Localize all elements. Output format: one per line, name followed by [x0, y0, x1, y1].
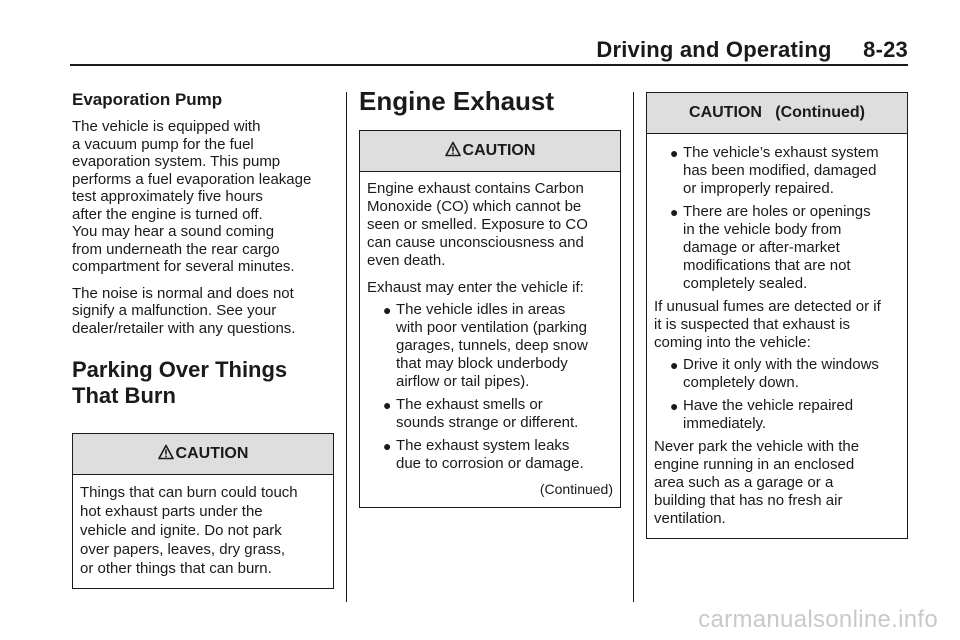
bullet-dot-icon: ● — [670, 357, 679, 373]
evaporation-pump-heading: Evaporation Pump — [72, 90, 223, 109]
engine-exhaust-heading: Engine Exhaust — [359, 86, 555, 116]
list-item: ● The vehicle’s exhaust system has been modified, damaged or improperly repaired. — [670, 144, 879, 197]
bullet-dot-icon: ● — [670, 145, 679, 161]
list-item: ● The exhaust system leaks due to corrosion or damage. — [383, 437, 584, 472]
noise-paragraph: The noise is normal and does not signify a malfunction. See your dealer/retailer with any questions. — [72, 284, 296, 337]
evaporation-pump-paragraph: The vehicle is equipped with a vacuum pump for the fuel evaporation system. This pump performs a fuel evaporation leakage test approximately five hours after the engine is turned off. You may hear a sound coming from underneath the rear cargo compartment for several minutes. — [72, 118, 312, 275]
parking-heading: Parking Over Things That Burn — [72, 357, 288, 408]
watermark: carmanualsonline.info — [698, 606, 938, 633]
page-header-title: Driving and Operating 8-23 — [596, 37, 908, 62]
never-park-text: Never park the vehicle with the engine running in an enclosed area such as a garage or a building that has no fresh air ventilation. — [654, 438, 860, 527]
caution-body — [360, 172, 620, 507]
exhaust-caution-box — [359, 130, 621, 508]
list-item: ● The exhaust smells or sounds strange or different. — [383, 396, 579, 431]
list-item: ● The vehicle idles in areas with poor ventilation (parking garages, tunnels, deep snow that may block underbody airflow or tail pipes). — [383, 301, 588, 390]
caution-header — [360, 131, 620, 172]
bullet-dot-icon: ● — [670, 204, 679, 220]
list-item: ● Have the vehicle repaired immediately. — [670, 397, 854, 432]
continued-label: (Continued) — [539, 481, 613, 497]
caution-body — [647, 134, 907, 538]
warning-triangle-icon — [158, 436, 174, 476]
list-item: ● Drive it only with the windows completely down. — [670, 356, 879, 391]
bullet-dot-icon: ● — [383, 397, 392, 413]
caution-body — [73, 475, 333, 588]
caution-label: CAUTION — [175, 445, 249, 462]
caution-label: CAUTION — [462, 142, 536, 159]
exhaust-intro-text: Engine exhaust contains Carbon Monoxide (CO) which cannot be seen or smelled. Exposure to CO can cause unconsciousness and even death. — [367, 180, 588, 269]
bullet-dot-icon: ● — [383, 438, 392, 454]
caution-header — [73, 434, 333, 475]
bullet-dot-icon: ● — [670, 398, 679, 414]
exhaust-conditions-list — [367, 301, 613, 473]
exhaust-enter-text: Exhaust may enter the vehicle if: — [367, 279, 584, 296]
column-divider-1 — [346, 92, 347, 602]
column-3 — [646, 92, 908, 539]
bullet-dot-icon: ● — [383, 302, 392, 318]
caution-header: CAUTION (Continued) — [647, 93, 907, 134]
fumes-actions-list — [654, 356, 900, 433]
continued-caution-box — [646, 92, 908, 539]
exhaust-conditions-list-continued — [654, 144, 900, 293]
column-1 — [72, 90, 334, 589]
column-2 — [359, 84, 621, 508]
list-item: ● There are holes or openings in the vehicle body from damage or after-market modifications that are not completely sealed. — [670, 203, 871, 292]
caution-text: Things that can burn could touch hot exhaust parts under the vehicle and ignite. Do not park over papers, leaves, dry grass, or other things that can burn. — [80, 484, 298, 577]
column-divider-2 — [633, 92, 634, 602]
header-rule — [70, 64, 908, 66]
parking-caution-box — [72, 433, 334, 589]
unusual-fumes-text: If unusual fumes are detected or if it is suspected that exhaust is coming into the vehicle: — [654, 298, 881, 351]
warning-triangle-icon — [445, 133, 461, 173]
